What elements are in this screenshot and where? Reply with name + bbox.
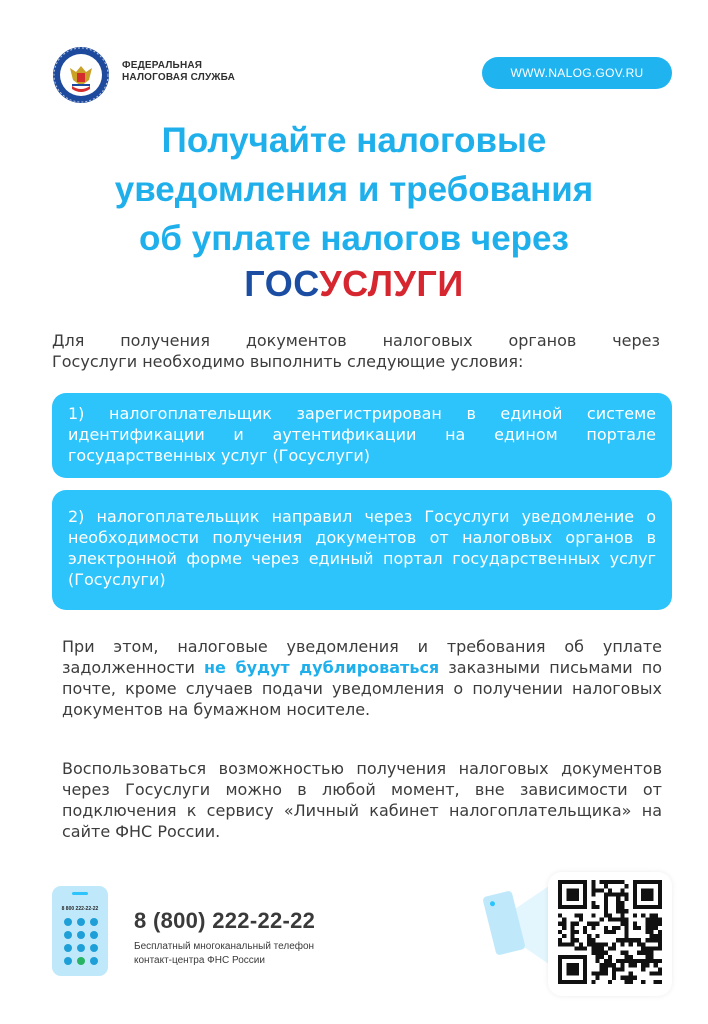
hotline-description [134,940,314,968]
intro-line2: Госуслуги необходимо выполнить следующие условия: [52,352,524,371]
note-part2: заказными письмами по почте, кроме случаев подачи уведомления о получении налоговых документов на бумажном носителе. [62,658,663,719]
brand-part2: УСЛУГИ [319,263,464,304]
org-name [122,60,235,84]
hotline-desc-line2: контакт-центра ФНС России [134,955,265,966]
info-paragraph: Воспользоваться возможностью получения налоговых документов через Госуслуги можно в любой момент, вне зависимости от подключения к сервису «Личный кабинет налогоплательщика» на сайте ФНС России. [62,759,662,841]
phone-screen-number: 8 800 222-22-22 [61,906,99,912]
page-title [0,116,708,263]
title-line3: об уплате налогов через [139,219,569,258]
intro-line1: Для получения документов налоговых органов через [52,331,660,350]
org-name-line1: ФЕДЕРАЛЬНАЯ [122,60,203,71]
condition-text-2: 2) налогоплательщик направил через Госуслуги уведомление о необходимости получения документов от налоговых органов в электронной форме через единый портал государственных услуг (Госуслуги) [68,507,656,589]
fns-emblem-icon [52,46,110,104]
note-highlight: не будут дублироваться [203,658,440,677]
brand-part1: ГОС [244,263,320,304]
title-line2: уведомления и требования [114,170,594,209]
gosuslugi-brand [0,262,708,306]
hotline-desc-line1: Бесплатный многоканальный телефон [134,941,315,952]
intro-text [52,330,660,372]
hotline-phone-number[interactable]: 8 (800) 222-22-22 [134,908,316,933]
qr-code-icon[interactable] [558,880,662,984]
condition-card-1 [52,393,672,478]
note-paragraph [62,636,662,720]
condition-text-1: 1) налогоплательщик зарегистрирован в единой системе идентификации и аутентификации на едином портале государственных услуг (Госуслуги) [68,404,656,465]
note-part1: При этом, налоговые уведомления и требования об уплате задолженности [62,637,662,677]
mobile-phone-icon [52,886,108,976]
condition-card-2 [52,490,672,610]
website-link-label: WWW.NALOG.GOV.RU [510,66,644,80]
title-line1: Получайте налоговые [161,121,547,160]
website-link-button[interactable] [482,57,672,89]
org-name-line2: НАЛОГОВАЯ СЛУЖБА [122,72,236,83]
